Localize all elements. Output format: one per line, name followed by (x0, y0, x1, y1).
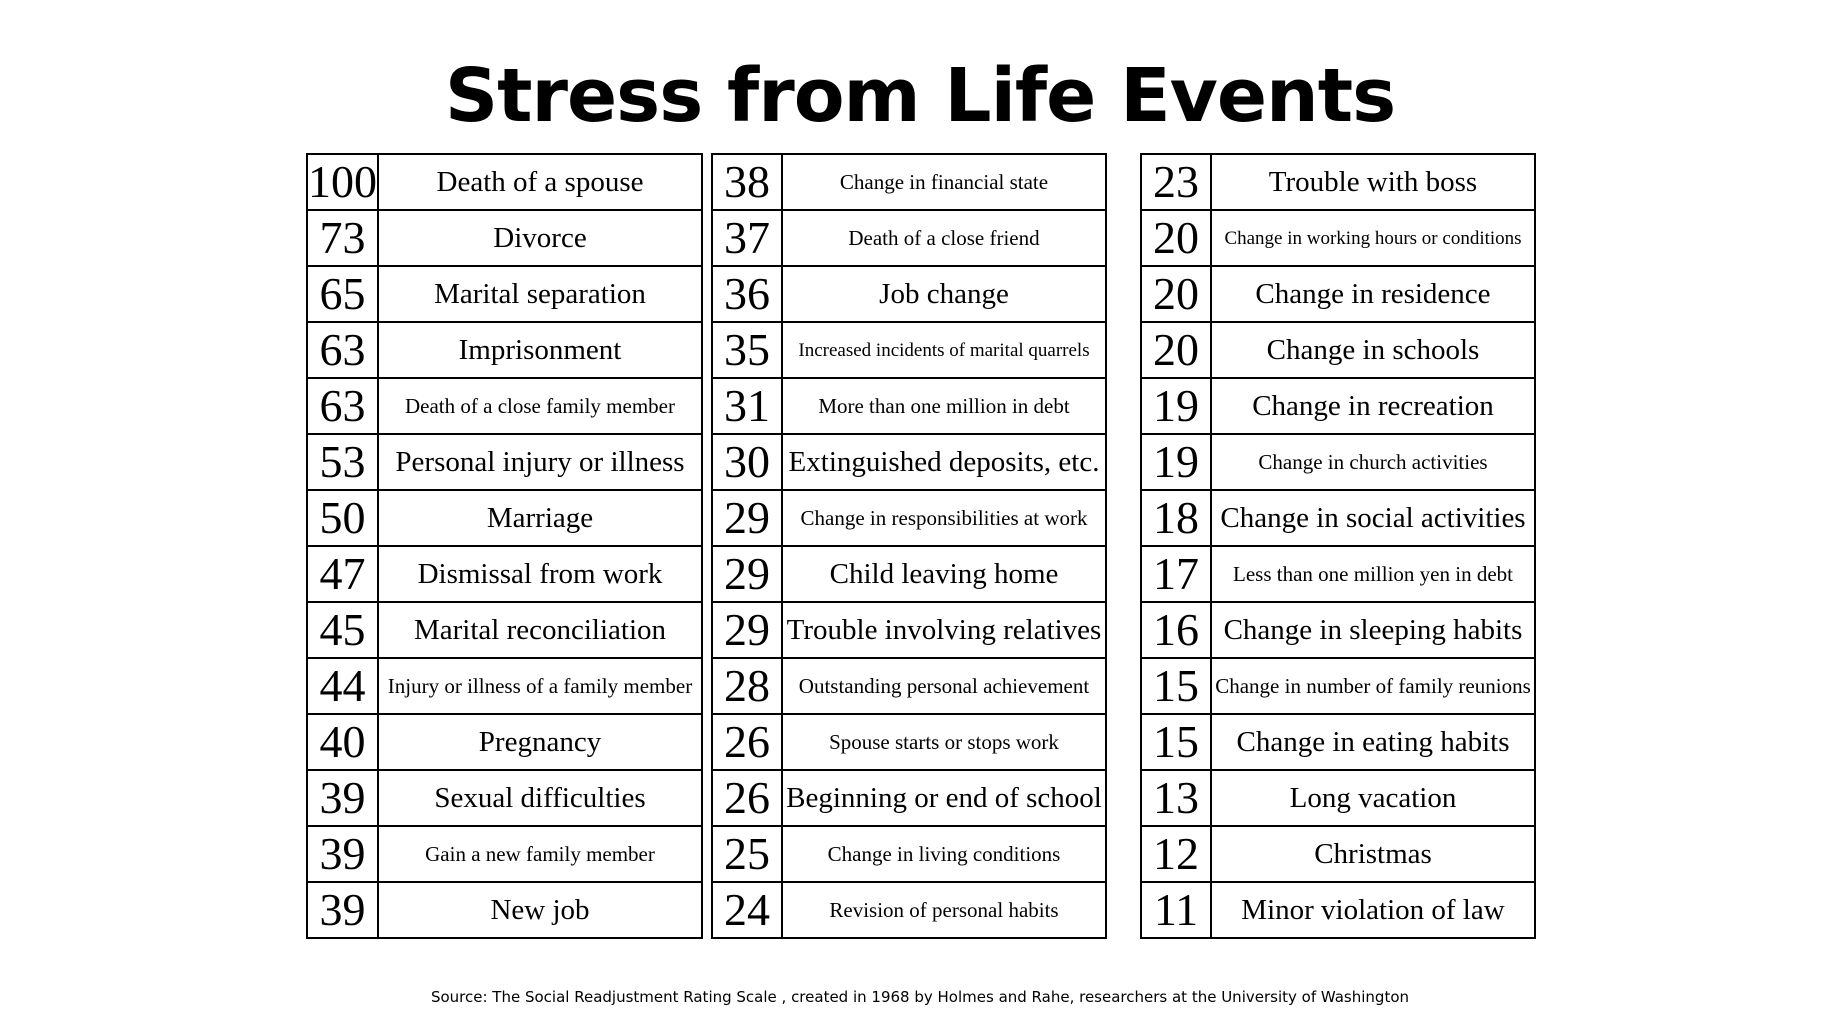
stress-score: 50 (307, 490, 378, 546)
life-event: Death of a spouse (378, 154, 702, 210)
table-row (307, 322, 702, 378)
stress-score: 36 (712, 266, 782, 322)
stress-table-1 (306, 153, 703, 939)
life-event: New job (378, 882, 702, 938)
table-row (1141, 826, 1535, 882)
stress-score: 63 (307, 322, 378, 378)
stress-score: 17 (1141, 546, 1211, 602)
life-event: Long vacation (1211, 770, 1535, 826)
life-event: Death of a close family member (378, 378, 702, 434)
source-note: Source: The Social Readjustment Rating Scale , created in 1968 by Holmes and Rahe, researchers at the University of Washington (430, 988, 1410, 1006)
life-event: Less than one million yen in debt (1211, 546, 1535, 602)
stress-score: 25 (712, 826, 782, 882)
stress-score: 63 (307, 378, 378, 434)
table-row (712, 154, 1106, 210)
table-row (1141, 658, 1535, 714)
stress-score: 19 (1141, 378, 1211, 434)
table-row (307, 266, 702, 322)
table-row (307, 658, 702, 714)
table-row (712, 546, 1106, 602)
stress-table-3 (1140, 153, 1536, 939)
life-event: Change in number of family reunions (1211, 658, 1535, 714)
table-row (1141, 210, 1535, 266)
table-row (712, 826, 1106, 882)
table-row (1141, 154, 1535, 210)
table-row (712, 658, 1106, 714)
stress-score: 39 (307, 882, 378, 938)
life-event: Revision of personal habits (782, 882, 1106, 938)
table-row (712, 490, 1106, 546)
table-row (307, 770, 702, 826)
stress-score: 19 (1141, 434, 1211, 490)
stress-score: 20 (1141, 210, 1211, 266)
stress-score: 24 (712, 882, 782, 938)
life-event: Job change (782, 266, 1106, 322)
life-event: Christmas (1211, 826, 1535, 882)
table-row (712, 882, 1106, 938)
table-row (712, 434, 1106, 490)
table-row (307, 602, 702, 658)
life-event: Change in church activities (1211, 434, 1535, 490)
life-event: Change in social activities (1211, 490, 1535, 546)
stress-table-2 (711, 153, 1107, 939)
life-event: Divorce (378, 210, 702, 266)
table-row (307, 714, 702, 770)
table-row (712, 378, 1106, 434)
stress-score: 39 (307, 770, 378, 826)
table-row (1141, 434, 1535, 490)
life-event: Dismissal from work (378, 546, 702, 602)
table-row (307, 826, 702, 882)
life-event: Outstanding personal achievement (782, 658, 1106, 714)
life-event: Trouble with boss (1211, 154, 1535, 210)
life-event: Change in working hours or conditions (1211, 210, 1535, 266)
stress-score: 53 (307, 434, 378, 490)
stress-score: 11 (1141, 882, 1211, 938)
life-event: Gain a new family member (378, 826, 702, 882)
life-event: Sexual difficulties (378, 770, 702, 826)
table-row (1141, 378, 1535, 434)
page-title: Stress from Life Events (444, 53, 1396, 139)
life-event: Marriage (378, 490, 702, 546)
table-row (1141, 770, 1535, 826)
stress-score: 100 (307, 154, 378, 210)
table-row (712, 322, 1106, 378)
life-event: Spouse starts or stops work (782, 714, 1106, 770)
stress-score: 39 (307, 826, 378, 882)
life-event: Child leaving home (782, 546, 1106, 602)
life-event: Change in sleeping habits (1211, 602, 1535, 658)
table-row (712, 770, 1106, 826)
stress-score: 30 (712, 434, 782, 490)
life-event: Injury or illness of a family member (378, 658, 702, 714)
table-row (1141, 266, 1535, 322)
table-row (1141, 714, 1535, 770)
table-row (1141, 546, 1535, 602)
table-row (307, 546, 702, 602)
stress-score: 26 (712, 770, 782, 826)
stress-score: 38 (712, 154, 782, 210)
table-row (307, 882, 702, 938)
table-row (712, 210, 1106, 266)
table-row (712, 266, 1106, 322)
stress-score: 12 (1141, 826, 1211, 882)
table-row (307, 490, 702, 546)
life-event: Personal injury or illness (378, 434, 702, 490)
stress-score: 16 (1141, 602, 1211, 658)
stress-score: 37 (712, 210, 782, 266)
stress-score: 20 (1141, 266, 1211, 322)
table-row (712, 602, 1106, 658)
stress-score: 29 (712, 490, 782, 546)
table-row (307, 210, 702, 266)
stress-score: 29 (712, 546, 782, 602)
table-row (1141, 322, 1535, 378)
stress-score: 73 (307, 210, 378, 266)
life-event: Beginning or end of school (782, 770, 1106, 826)
stress-score: 20 (1141, 322, 1211, 378)
life-event: Death of a close friend (782, 210, 1106, 266)
life-event: Marital separation (378, 266, 702, 322)
stress-score: 23 (1141, 154, 1211, 210)
life-event: Imprisonment (378, 322, 702, 378)
stress-score: 35 (712, 322, 782, 378)
life-event: Change in recreation (1211, 378, 1535, 434)
table-row (307, 434, 702, 490)
table-row (1141, 602, 1535, 658)
life-event: Pregnancy (378, 714, 702, 770)
stress-score: 28 (712, 658, 782, 714)
stress-score: 65 (307, 266, 378, 322)
life-event: Change in schools (1211, 322, 1535, 378)
table-row (712, 714, 1106, 770)
stress-score: 26 (712, 714, 782, 770)
stress-score: 15 (1141, 714, 1211, 770)
stress-score: 47 (307, 546, 378, 602)
stress-score: 29 (712, 602, 782, 658)
life-event: Extinguished deposits, etc. (782, 434, 1106, 490)
life-event: Increased incidents of marital quarrels (782, 322, 1106, 378)
life-event: Marital reconciliation (378, 602, 702, 658)
life-event: Change in residence (1211, 266, 1535, 322)
life-event: Change in eating habits (1211, 714, 1535, 770)
stress-score: 40 (307, 714, 378, 770)
life-event: Change in financial state (782, 154, 1106, 210)
life-event: Minor violation of law (1211, 882, 1535, 938)
stress-score: 15 (1141, 658, 1211, 714)
stress-score: 45 (307, 602, 378, 658)
stress-score: 44 (307, 658, 378, 714)
life-event: Change in responsibilities at work (782, 490, 1106, 546)
life-event: Trouble involving relatives (782, 602, 1106, 658)
stress-score: 31 (712, 378, 782, 434)
stress-score: 18 (1141, 490, 1211, 546)
table-row (307, 378, 702, 434)
table-row (307, 154, 702, 210)
life-event: More than one million in debt (782, 378, 1106, 434)
table-row (1141, 490, 1535, 546)
table-row (1141, 882, 1535, 938)
stress-score: 13 (1141, 770, 1211, 826)
life-event: Change in living conditions (782, 826, 1106, 882)
